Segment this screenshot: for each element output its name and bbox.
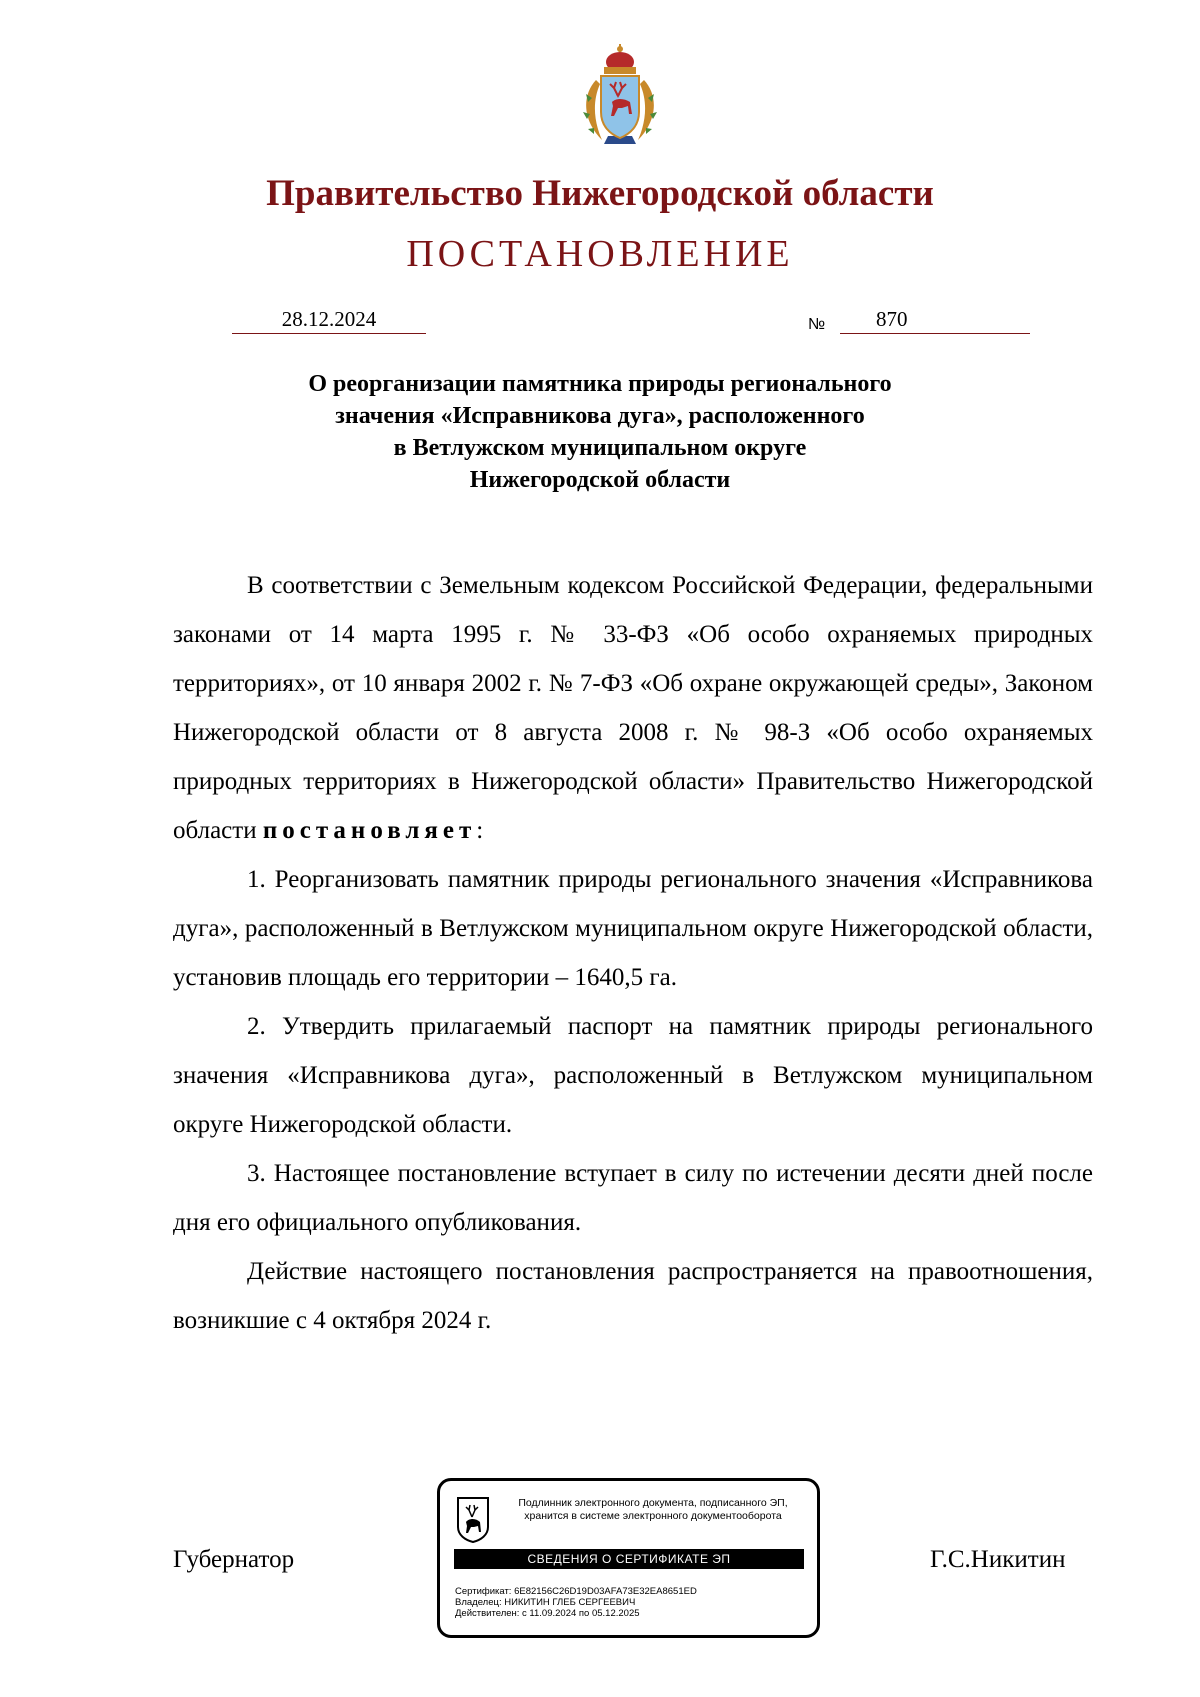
stamp-header-line: Подлинник электронного документа, подписанного ЭП,	[518, 1497, 788, 1509]
document-date	[232, 307, 426, 334]
subject-line: О реорганизации памятника природы регионального	[308, 371, 892, 397]
certificate-id: Сертификат: 6E82156C26D19D03AFA73E32EA8651ED	[455, 1586, 697, 1597]
item-paragraph: 3. Настоящее постановление вступает в силу по истечении десяти дней после дня его официального опубликования.	[173, 1160, 1093, 1236]
certificate-info-bar: СВЕДЕНИЯ О СЕРТИФИКАТЕ ЭП	[454, 1549, 804, 1569]
stamp-header	[492, 1497, 814, 1523]
subject-line: значения «Исправникова дуга», расположенного	[335, 403, 865, 429]
deer-emblem-icon	[455, 1495, 491, 1543]
subject-line: Нижегородской области	[469, 467, 731, 493]
preamble-paragraph	[173, 561, 1093, 855]
certificate-validity: Действителен: с 11.09.2024 по 05.12.2025	[455, 1608, 640, 1619]
document-body	[173, 561, 1093, 1345]
document-number	[840, 307, 1030, 334]
government-title: Правительство Нижегородской области	[266, 173, 934, 214]
certificate-details	[455, 1586, 810, 1619]
item-paragraph: 2. Утвердить прилагаемый паспорт на памятник природы регионального значения «Исправникова дуга», расположенный в Ветлужском муниципальном округе Нижегородской области.	[173, 1013, 1093, 1138]
subject-line: в Ветлужском муниципальном округе	[393, 435, 807, 461]
signatory-position: Губернатор	[173, 1546, 295, 1573]
decree-colon: :	[476, 817, 484, 844]
document-date-value: 28.12.2024	[281, 307, 377, 331]
decree-word: постановляет	[262, 817, 477, 844]
certificate-owner: Владелец: НИКИТИН ГЛЕБ СЕРГЕЕВИЧ	[455, 1597, 636, 1608]
document-number-value: 870	[876, 307, 908, 331]
document-type: ПОСТАНОВЛЕНИЕ	[406, 233, 794, 275]
e-signature-stamp	[437, 1478, 820, 1638]
document-subject	[150, 368, 1050, 496]
item-paragraph: 1. Реорганизовать памятник природы регионального значения «Исправникова дуга», расположенный в Ветлужском муниципальном округе Нижегородской области, установив площадь его территории – 1640,5 га.	[173, 866, 1093, 991]
preamble-text: В соответствии с Земельным кодексом Российской Федерации, федеральными законами от 14 марта 1995 г. № 33-ФЗ «Об особо охраняемых природных территориях», от 10 января 2002 г. № 7-ФЗ «Об охране окружающей среды», Законом Нижегородской области от 8 августа 2008 г. № 98-З «Об особо охраняемых природных территориях в Нижегородской области» Правительство Нижегородской области	[173, 572, 1093, 844]
item-paragraph: Действие настоящего постановления распространяется на правоотношения, возникшие с 4 октября 2024 г.	[173, 1258, 1093, 1334]
stamp-header-line: хранится в системе электронного документооборота	[524, 1510, 782, 1522]
coat-of-arms-icon	[574, 40, 666, 150]
signatory-name: Г.С.Никитин	[930, 1546, 1066, 1573]
number-sign: №	[808, 316, 826, 333]
